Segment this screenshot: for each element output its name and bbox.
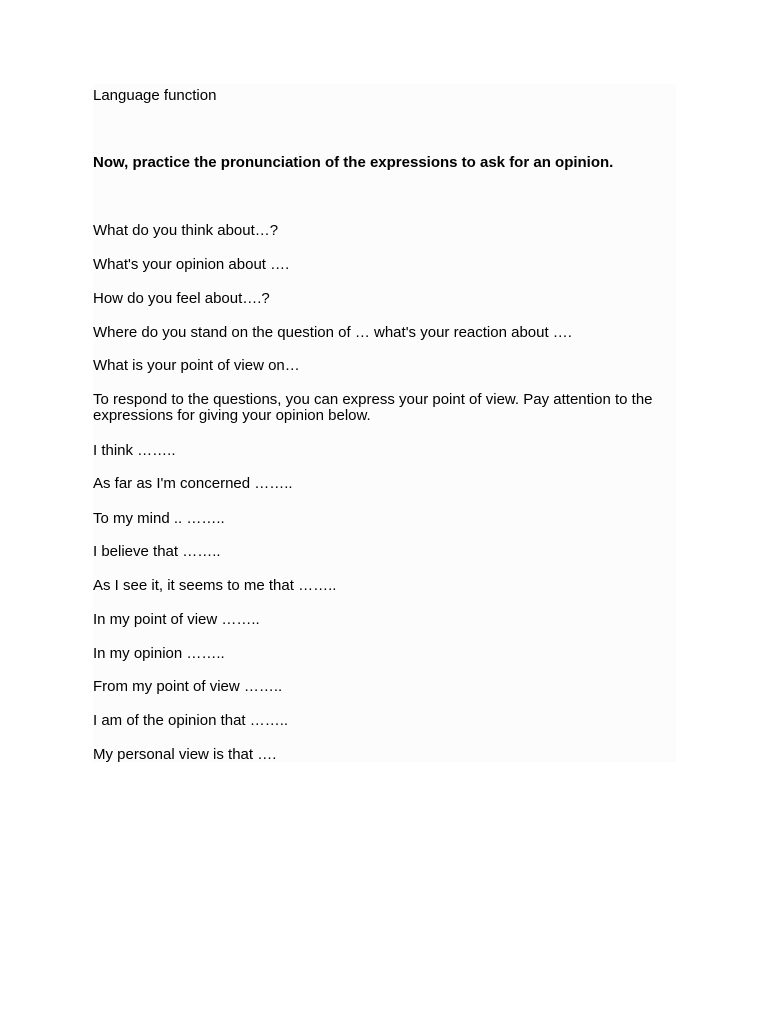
giving-expression: In my opinion …….. (93, 645, 225, 662)
asking-expression: What is your point of view on… (93, 357, 300, 374)
giving-expression: To my mind .. …….. (93, 510, 225, 527)
giving-expression: As far as I'm concerned …….. (93, 475, 293, 492)
giving-expression: I believe that …….. (93, 543, 221, 560)
giving-expression: My personal view is that …. (93, 746, 277, 763)
giving-expression: In my point of view …….. (93, 611, 260, 628)
asking-expression: What's your opinion about …. (93, 256, 290, 273)
giving-expression: From my point of view …….. (93, 678, 283, 695)
instruction-text: Now, practice the pronunciation of the expressions to ask for an opinion. (93, 154, 614, 171)
asking-expression: Where do you stand on the question of … what's your reaction about …. (93, 324, 572, 341)
giving-expression: I think …….. (93, 442, 176, 459)
asking-expression: What do you think about…? (93, 222, 279, 239)
asking-expression: How do you feel about….? (93, 290, 270, 307)
section-heading: Language function (93, 87, 217, 104)
giving-expression: As I see it, it seems to me that …….. (93, 577, 337, 594)
giving-expression: I am of the opinion that …….. (93, 712, 289, 729)
transition-paragraph: To respond to the questions, you can express your point of view. Pay attention to the expressions for giving your opinion below. (93, 391, 653, 424)
